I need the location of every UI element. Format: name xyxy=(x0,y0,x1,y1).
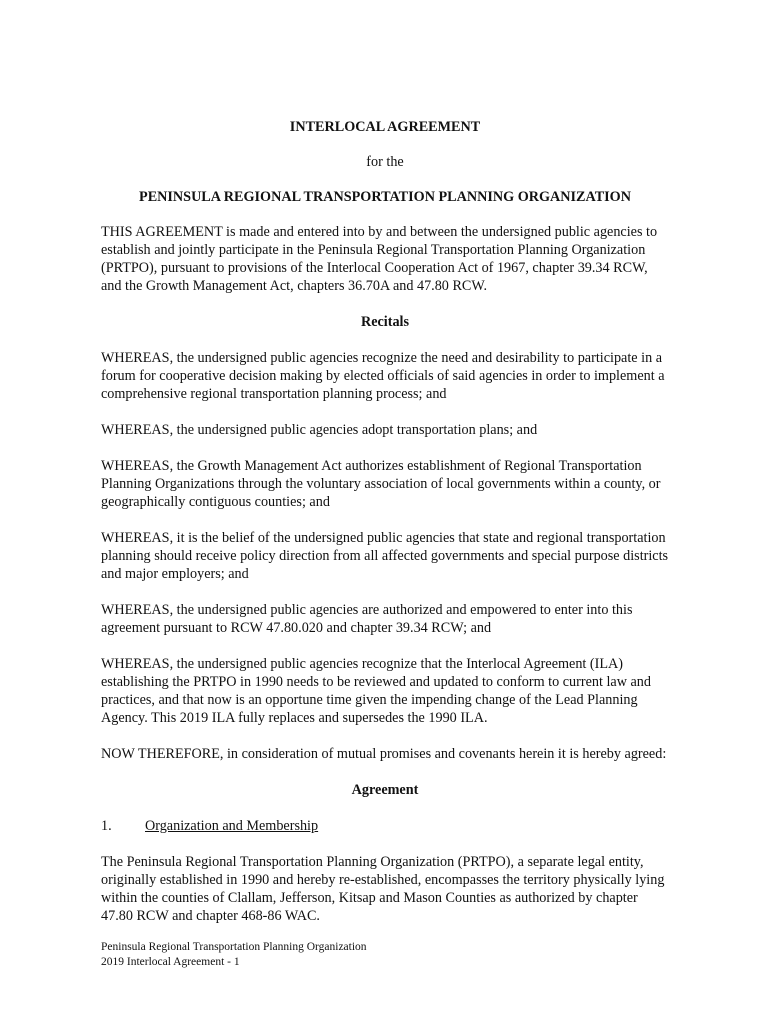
section-1-heading xyxy=(101,817,669,835)
recital-paragraph: WHEREAS, the undersigned public agencies recognize that the Interlocal Agreement (ILA) establishing the PRTPO in 1990 needs to be reviewed and updated to conform to current law and practices, and that now is an opportune time given the impending change of the Lead Planning Agency. This 2019 ILA fully replaces and supersedes the 1990 ILA. xyxy=(101,656,651,726)
section-label: Organization and Membership xyxy=(145,818,319,834)
document-title: INTERLOCAL AGREEMENT xyxy=(289,119,481,135)
agreement-heading: Agreement xyxy=(351,782,419,798)
footer-org-line: Peninsula Regional Transportation Planning Organization xyxy=(101,941,367,953)
recital-paragraph: WHEREAS, the undersigned public agencies adopt transportation plans; and xyxy=(101,422,538,438)
recital-paragraph: WHEREAS, the undersigned public agencies recognize the need and desirability to participate in a forum for cooperative decision making by elected officials of said agencies in order to implement a comprehensive regional transportation planning process; and xyxy=(101,350,665,402)
document-subtitle: for the xyxy=(366,154,404,170)
document-body xyxy=(101,118,669,943)
intro-paragraph: THIS AGREEMENT is made and entered into by and between the undersigned public agencies to establish and jointly participate in the Peninsula Regional Transportation Planning Organization (PRTPO), pursuant to provisions of the Interlocal Cooperation Act of 1967, chapter 39.34 RCW, and the Growth Management Act, chapters 36.70A and 47.80 RCW. xyxy=(101,224,658,294)
section-1-paragraph: The Peninsula Regional Transportation Planning Organization (PRTPO), a separate legal entity, originally established in 1990 and hereby re-established, encompasses the territory physically lying within the counties of Clallam, Jefferson, Kitsap and Mason Counties as authorized by chapter 47.80 RCW and chapter 468-86 WAC. xyxy=(101,854,665,924)
now-therefore-paragraph: NOW THEREFORE, in consideration of mutual promises and covenants herein it is hereby agreed: xyxy=(101,746,667,762)
recital-paragraph: WHEREAS, the Growth Management Act authorizes establishment of Regional Transportation Planning Organizations through the voluntary association of local governments within a county, or geographically contiguous counties; and xyxy=(101,458,661,510)
recital-paragraph: WHEREAS, it is the belief of the undersigned public agencies that state and regional transportation planning should receive policy direction from all affected governments and special purpose districts and major employers; and xyxy=(101,530,669,582)
recital-paragraph: WHEREAS, the undersigned public agencies are authorized and empowered to enter into this agreement pursuant to RCW 47.80.020 and chapter 39.34 RCW; and xyxy=(101,602,633,636)
section-number: 1. xyxy=(101,818,112,834)
page-footer xyxy=(101,940,367,970)
organization-name: PENINSULA REGIONAL TRANSPORTATION PLANNING ORGANIZATION xyxy=(139,189,631,205)
footer-page-line: 2019 Interlocal Agreement - 1 xyxy=(101,956,240,968)
recitals-heading: Recitals xyxy=(360,314,410,330)
